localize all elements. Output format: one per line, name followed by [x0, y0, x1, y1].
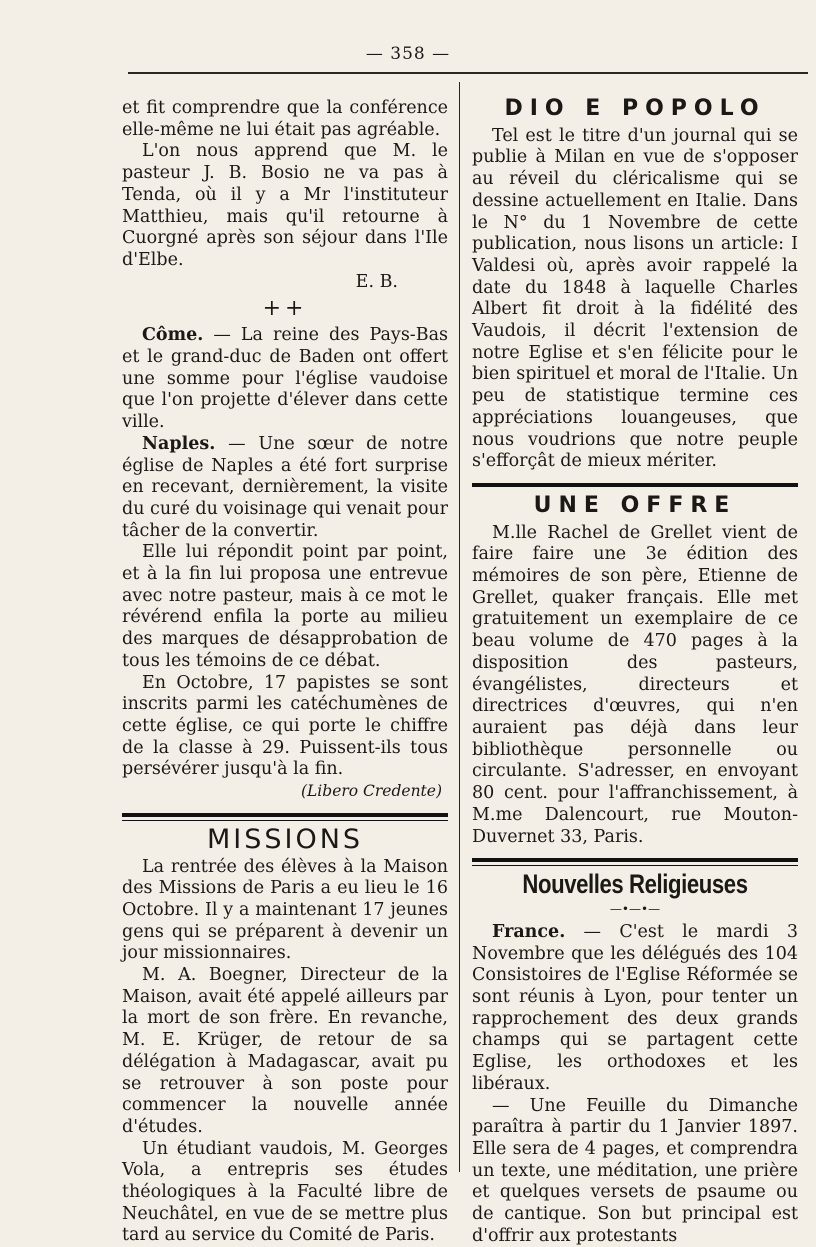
page-number: — 358 —	[365, 44, 451, 64]
paragraph-conference: et fit comprendre que la conférence elle-même ne lui était pas agréable.	[122, 98, 448, 140]
text-naples: — Une sœur de notre église de Naples a été fort surprise en recevant, dernièrement, la visite du curé du voisinage qui venait pour tâcher de la convertir.	[122, 433, 448, 541]
left-column	[122, 98, 448, 1247]
paragraph-offre: M.lle Rachel de Grellet vient de faire faire une 3e édition des mémoires de son père, Etienne de Grellet, quaker français. Elle met gratuitement un exemplaire de ce beau volume de 470 pages à la disposition des pasteurs, évangélistes, directeurs et directrices d'œuvres, qui n'en auraient pas déjà dans leur bibliothèque personnelle ou circulante. S'adresser, en envoyant 80 cent. pour l'affranchissement, à M.me Dalencourt, rue Mouton-Duvernet 33, Paris.	[472, 522, 798, 847]
section-rule-thin	[472, 865, 798, 866]
paragraph-octobre: En Octobre, 17 papistes se sont inscrits parmi les catéchumènes de cette église, ce qui porte le chiffre de la classe à 29. Puissent-ils tous persévérer jusqu'à la fin.	[122, 672, 448, 780]
signoff-eb: E. B.	[355, 271, 398, 292]
dio-e-popolo-heading: DIO E POPOLO	[504, 96, 766, 121]
text-france: — C'est le mardi 3 Novembre que les délégués des 104 Consistoires de l'Eglise Réformée se sont réunis à Lyon, pour tenter un rapprochement des deux grands champs qui se partagent cette Eglise, les orthodoxes et les libéraux.	[472, 921, 798, 1094]
section-rule	[122, 813, 448, 817]
une-offre-heading: UNE OFFRE	[533, 492, 737, 518]
section-rule	[472, 858, 798, 862]
missions-heading: MISSIONS	[206, 823, 364, 855]
column-divider	[459, 82, 460, 1172]
text-come: — La reine des Pays-Bas et le grand-duc de Baden ont offert une somme pour l'église vaudoise que l'on projette d'élever dans cette ville.	[122, 325, 448, 433]
paragraph-rentree: La rentrée des élèves à la Maison des Missions de Paris a eu lieu le 16 Octobre. Il y a maintenant 17 jeunes gens qui se préparent à devenir un jour missionnaires.	[122, 856, 448, 964]
nouvelles-religieuses-heading: Nouvelles Religieuses	[522, 869, 748, 900]
paragraph-boegner: M. A. Boegner, Directeur de la Maison, avait été appelé ailleurs par la mort de son frère. En revanche, M. E. Krüger, de retour de sa délégation à Madagascar, avait pu se retrouver à son poste pour commencer la nouvelle année d'études.	[122, 965, 448, 1137]
paragraph-bosio: L'on nous apprend que M. le pasteur J. B. Bosio ne va pas à Tenda, où il y a Mr l'instituteur Matthieu, mais qu'il retourne à Cuorgné après son séjour dans l'Ile d'Elbe.	[122, 141, 448, 270]
section-rule-thin	[122, 820, 448, 821]
ornament-divider: —•—•—	[609, 901, 661, 916]
paragraph-feuille-dimanche: — Une Feuille du Dimanche paraîtra à partir du 1 Janvier 1897. Elle sera de 4 pages, et comprendra un texte, une méditation, une prière et quelques versets de psaume ou de cantique. Son but principal est d'offrir aux protestants	[472, 1095, 798, 1246]
paragraph-come	[122, 325, 448, 434]
lead-france: France.	[492, 921, 566, 942]
cross-separator: ++	[262, 296, 308, 322]
credit-libero-credente: (Libero Credente)	[300, 782, 442, 801]
section-rule	[472, 483, 798, 487]
lead-naples: Naples.	[142, 433, 216, 454]
paragraph-france	[472, 922, 798, 1096]
paragraph-reponse: Elle lui répondit point par point, et à la fin lui proposa une entrevue avec notre pasteur, mais à ce mot le révérend enfila la porte au milieu des marques de désapprobation de tous les témoins de ce débat.	[122, 542, 448, 671]
header-rule	[128, 72, 808, 74]
lead-come: Côme.	[142, 325, 204, 346]
paragraph-dio-e-popolo: Tel est le titre d'un journal qui se publie à Milan en vue de s'opposer au réveil du cléricalisme qui se dessine actuellement en Italie. Dans le N° du 1 Novembre de cette publication, nous lisons un article: I Valdesi où, après avoir rappelé la date du 1848 à laquelle Charles Albert fit droit à la fidélité des Vaudois, il décrit l'extension de notre Eglise et s'en félicite pour le bien spirituel et moral de l'Italie. Un peu de statistique termine ces appréciations louangeuses, que nous voudrions que notre peuple s'efforçât de mieux mériter.	[472, 125, 798, 472]
paragraph-vola: Un étudiant vaudois, M. Georges Vola, a entrepris ses études théologiques à la Faculté libre de Neuchâtel, en vue de se mettre plus tard au service du Comité de Paris.	[122, 1138, 448, 1246]
paragraph-naples	[122, 434, 448, 543]
right-column	[472, 98, 798, 1247]
